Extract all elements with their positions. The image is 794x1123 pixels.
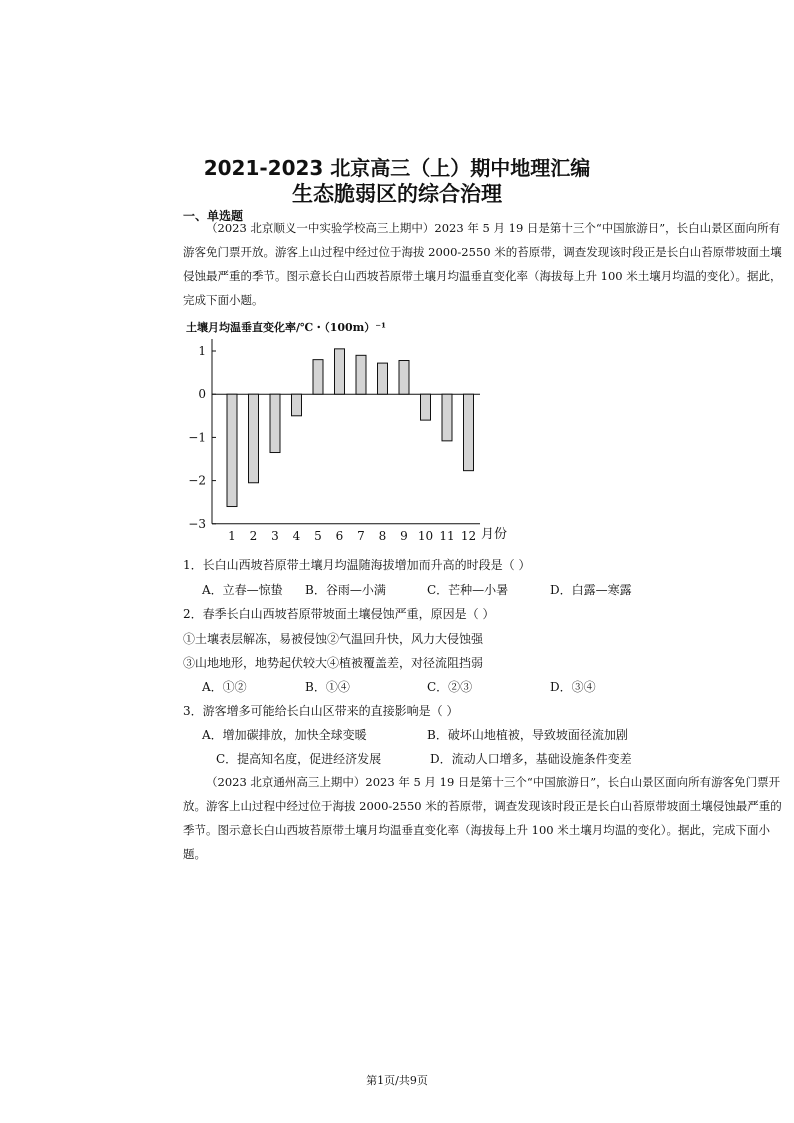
bar [378, 363, 388, 394]
y-tick-label: 0 [198, 387, 206, 402]
q1-option-b[interactable]: B．谷雨—小满 [305, 583, 386, 597]
x-tick-label: 8 [378, 528, 387, 543]
question-2-stem: 2．春季长白山西坡苔原带坡面土壤侵蚀严重，原因是（ ） [183, 607, 495, 621]
section-heading: 一、单选题 [183, 209, 244, 223]
bar-chart [180, 315, 540, 545]
q2-option-c[interactable]: C．②③ [427, 680, 473, 694]
q1-option-d[interactable]: D．白露—寒露 [550, 583, 632, 597]
q3-option-c[interactable]: C．提高知名度，促进经济发展 [216, 752, 382, 766]
q1-option-a[interactable]: A．立春—惊蛰 [202, 583, 283, 597]
x-tick-label: 1 [228, 528, 236, 543]
bar [356, 355, 366, 394]
passage-1: （2023 北京顺义一中实验学校高三上期中）2023 年 5 月 19 日是第十三个“中国旅游日”，长白山景区面向所有游客免门票开放。游客上山过程中经过位于海拔 2000-2550 米的苔原带，调查发现该时段正是长白山苔原带坡面土壤侵蚀最严重的季节。图示意长白山西坡苔原带土壤月均温垂直变化率（海拔每上升 100 米土壤月均温的变化）。据此，完成下面小题。 [183, 221, 782, 307]
q3-option-b[interactable]: B．破坏山地植被，导致坡面径流加剧 [427, 728, 628, 742]
x-tick-label: 6 [335, 528, 344, 543]
x-tick-label: 9 [400, 528, 408, 543]
q2-option-b[interactable]: B．①④ [305, 680, 350, 694]
x-tick-label: 12 [460, 528, 477, 543]
bar [399, 361, 409, 395]
bar [227, 394, 237, 506]
x-tick-label: 4 [292, 528, 301, 543]
page-subtitle: 生态脆弱区的综合治理 [292, 182, 502, 206]
y-tick-label: −3 [188, 516, 206, 531]
bar [421, 394, 431, 420]
q1-option-c[interactable]: C．芒种—小暑 [427, 583, 509, 597]
q2-statements-2: ③山地地形，地势起伏较大④植被覆盖差，对径流阻挡弱 [183, 656, 484, 670]
x-axis-label: 月份 [481, 527, 508, 542]
y-tick-label: −2 [188, 473, 206, 488]
q2-option-d[interactable]: D．③④ [550, 680, 596, 694]
q3-option-a[interactable]: A．增加碳排放，加快全球变暖 [202, 728, 367, 742]
q2-option-a[interactable]: A．①② [202, 680, 247, 694]
q3-option-d[interactable]: D．流动人口增多，基础设施条件变差 [430, 752, 632, 766]
bar [270, 394, 280, 452]
x-tick-label: 3 [271, 528, 279, 543]
x-tick-label: 5 [314, 528, 322, 543]
question-3-stem: 3．游客增多可能给长白山区带来的直接影响是（ ） [183, 704, 459, 718]
x-tick-label: 7 [357, 528, 365, 543]
passage-2: （2023 北京通州高三上期中）2023 年 5 月 19 日是第十三个“中国旅游日”，长白山景区面向所有游客免门票开放。游客上山过程中经过位于海拔 2000-2550 米的苔原带，调查发现该时段正是长白山苔原带坡面土壤侵蚀最严重的季节。图示意长白山西坡苔原带土壤月均温垂直变化率（海拔每上升 100 米土壤月均温的变化）。据此，完成下面小题。 [183, 775, 782, 861]
bar [249, 394, 259, 483]
question-1-stem: 1．长白山西坡苔原带土壤月均温随海拔增加而升高的时段是（ ） [183, 558, 531, 572]
bar [335, 349, 345, 394]
x-tick-label: 11 [439, 528, 455, 543]
x-tick-label: 10 [417, 528, 434, 543]
page-number: 第1页/共9页 [366, 1074, 428, 1087]
y-tick-label: 1 [198, 344, 206, 358]
bar [313, 360, 323, 395]
bar [442, 394, 452, 441]
x-tick-label: 2 [249, 528, 258, 543]
y-tick-label: −1 [188, 430, 206, 445]
q2-statements-1: ①土壤表层解冻，易被侵蚀②气温回升快，风力大侵蚀强 [183, 632, 484, 646]
page-title: 2021-2023 北京高三（上）期中地理汇编 [203, 156, 591, 180]
chart-title: 土壤月均温垂直变化率/℃・（100m）⁻¹ [186, 321, 386, 334]
bar [464, 394, 474, 470]
bar [292, 394, 302, 416]
